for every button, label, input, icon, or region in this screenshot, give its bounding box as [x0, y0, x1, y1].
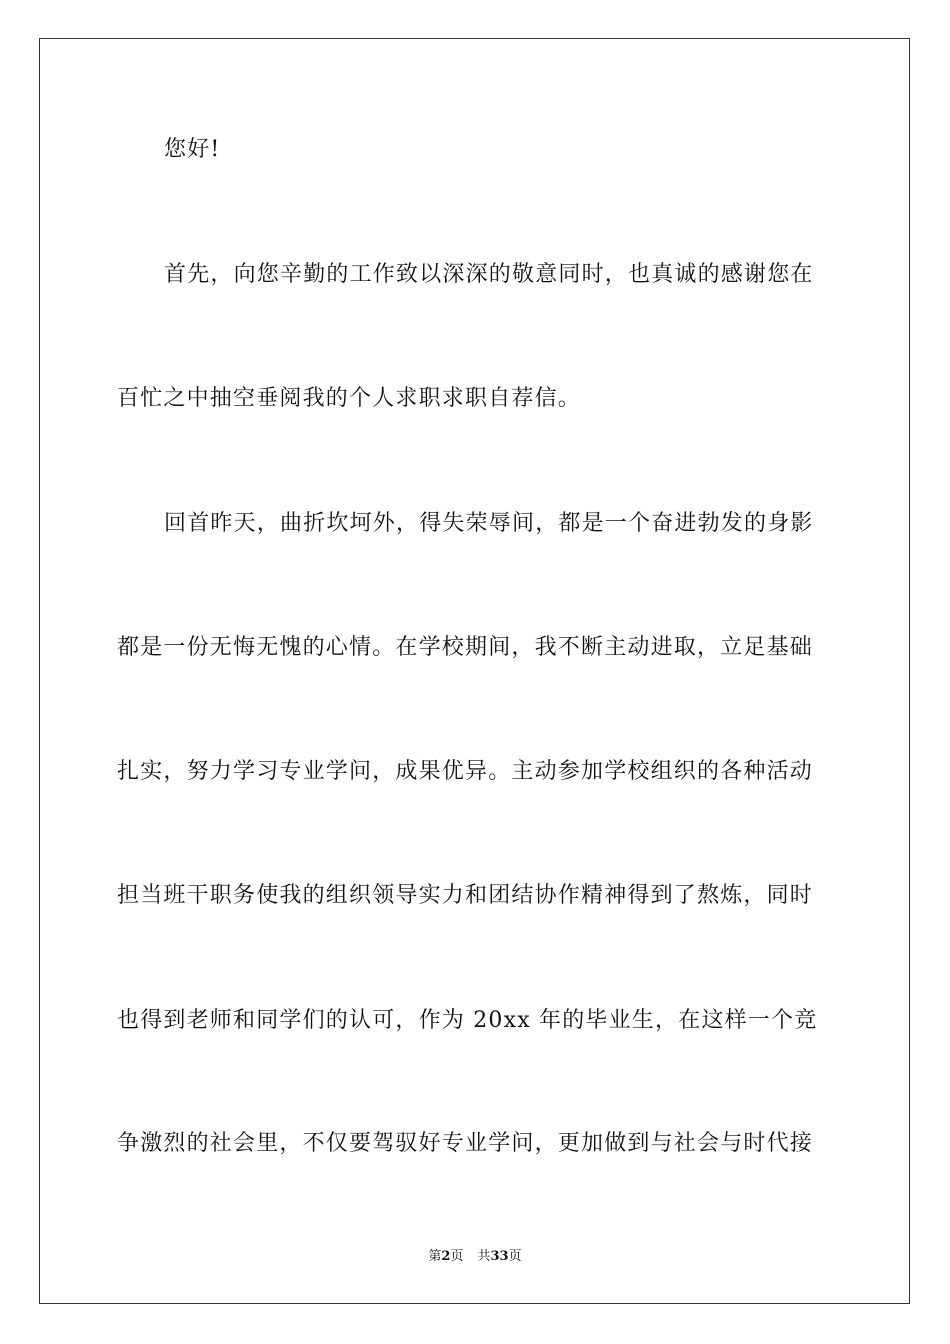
paragraph-1-line-2: 百忙之中抽空垂阅我的个人求职求职自荐信。 — [117, 386, 582, 411]
paragraph-2-line-1: 回首昨天，曲折坎坷外，得失荣辱间，都是一个奋进勃发的身影 — [164, 511, 814, 536]
total-prefix: 共 — [477, 1249, 491, 1264]
paragraph-2-line-5: 也得到老师和同学们的认可，作为 20xx 年的毕业生，在这样一个竞 — [117, 1008, 818, 1033]
greeting-line: 您好! — [164, 137, 221, 162]
page-suffix: 页 — [450, 1249, 464, 1264]
page-prefix: 第 — [428, 1249, 442, 1264]
total-suffix: 页 — [508, 1249, 522, 1264]
total-pages: 33 — [490, 1249, 509, 1264]
page-number: 2 — [441, 1249, 451, 1264]
paragraph-2-line-2: 都是一份无悔无愧的心情。在学校期间，我不断主动进取，立足基础 — [117, 635, 814, 660]
page-border — [39, 38, 910, 1304]
paragraph-2-line-6: 争激烈的社会里，不仅要驾驭好专业学问，更加做到与社会与时代接 — [117, 1131, 814, 1156]
page-footer — [0, 1248, 950, 1266]
paragraph-2-line-3: 扎实，努力学习专业学问，成果优异。主动参加学校组织的各种活动 — [117, 759, 814, 784]
paragraph-1-line-1: 首先，向您辛勤的工作致以深深的敬意同时，也真诚的感谢您在 — [164, 262, 814, 287]
paragraph-2-line-4: 担当班干职务使我的组织领导实力和团结协作精神得到了熬炼，同时 — [117, 883, 814, 908]
